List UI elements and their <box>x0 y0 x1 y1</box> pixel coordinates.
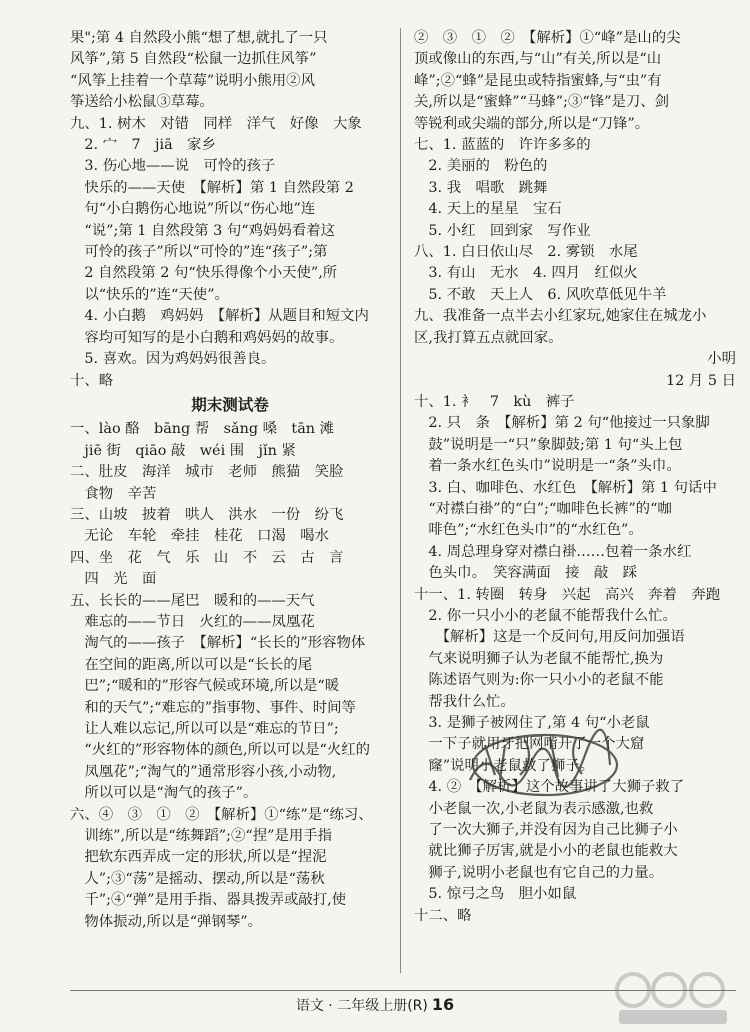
answer-line: 千”;④“弹”是用手指、器具拨弄或敲打,使 <box>70 892 347 909</box>
answer-line: 七、1. 蓝蓝的 许许多多的 <box>414 137 591 154</box>
left-answer-block-top <box>70 28 390 392</box>
answer-line: 2. 宀 7 jiā 家乡 <box>70 137 216 154</box>
footer-rule <box>70 990 736 991</box>
answer-line: 人”;③“荡”是摇动、摆动,所以是“荡秋 <box>70 870 325 887</box>
answer-line: 一下子就用牙把网啃开了一个大窟 <box>414 736 645 753</box>
answer-line: 色头巾。 笑容满面 接 敲 踩 <box>414 565 638 582</box>
answer-line: “对襟白褂”的“白”;“咖啡色长裤”的“咖 <box>414 500 672 517</box>
answer-line: 啡色”;“水红色头巾”的“水红色”。 <box>414 522 643 539</box>
answer-line: “说”;第 1 自然段第 3 句“鸡妈妈看着这 <box>70 222 335 239</box>
answer-line: 3. 伤心地——说 可怜的孩子 <box>70 158 276 175</box>
answer-line: 把软东西弄成一定的形状,所以是“捏泥 <box>70 849 327 866</box>
answer-line: 3. 是狮子被网住了,第 4 句“小老鼠 <box>414 715 650 731</box>
answer-line: 十、略 <box>70 372 114 389</box>
answer-line: 果";第 4 自然段小熊“想了想,就扎了一只 <box>70 30 328 46</box>
answer-line: 容均可知写的是小白鹅和鸡妈妈的故事。 <box>70 329 344 346</box>
answer-line: 九、我准备一点半去小红家玩,她家住在城龙小 <box>414 308 707 325</box>
answer-line: “风筝上挂着一个草莓”说明小熊用②风 <box>70 72 315 89</box>
answer-line: 陈述语气则为:你一只小小的老鼠不能 <box>414 672 664 689</box>
left-column <box>70 28 390 933</box>
answer-line: 2 自然段第 2 句“快乐得像个小天使”,所 <box>70 265 338 282</box>
answer-line: 让人难以忘记,所以可以是“难忘的节日”; <box>70 721 339 737</box>
answer-line: jiē 街 qiāo 敲 wéi 围 jǐn 紧 <box>70 442 296 459</box>
answer-line: 句“小白鹅伤心地说”所以“伤心地”连 <box>70 201 316 218</box>
answer-line: 四、坐 花 气 乐 山 不 云 古 言 <box>70 549 344 566</box>
answer-line: 峰”;②“蜂”是昆虫或特指蜜蜂,与“虫”有 <box>414 72 662 89</box>
answer-line: 十一、1. 转圈 转身 兴起 高兴 奔着 奔跑 <box>414 586 721 603</box>
answer-line: ② ③ ① ② 【解析】①“峰”是山的尖 <box>414 30 681 46</box>
page-number: 16 <box>431 995 455 1014</box>
answer-line: 就比狮子厉害,就是小小的老鼠也能救大 <box>414 843 678 860</box>
answer-line: 所以可以是“淘气的孩子”。 <box>70 785 258 802</box>
answer-line: 4. ② 【解析】这个故事讲了大狮子救了 <box>414 779 685 796</box>
answer-line: 难忘的——节日 火红的——凤凰花 <box>70 613 315 630</box>
answer-line: 2. 只 条 【解析】第 2 句“他接过一只象脚 <box>414 415 710 432</box>
column-divider <box>400 28 401 973</box>
answer-line: 六、④ ③ ① ② 【解析】①“练”是“练习、 <box>70 806 373 823</box>
answer-line: 窿”说明小老鼠救了狮子。 <box>414 757 595 774</box>
answer-line: 5. 惊弓之鸟 胆小如鼠 <box>414 886 577 903</box>
answer-line: 在空间的距离,所以可以是“长长的尾 <box>70 656 313 673</box>
page-footer <box>0 995 750 1015</box>
answer-line: 可怜的孩子”所以“可怜的”连“孩子”;第 <box>70 244 328 261</box>
answer-line: 5. 不敢 天上人 6. 风吹草低见牛羊 <box>414 286 667 303</box>
answer-line: 【解析】这是一个反问句,用反问加强语 <box>414 629 685 646</box>
answer-line: 3. 白、咖啡色、水红色 【解析】第 1 句话中 <box>414 479 717 496</box>
answer-line: 十、1. 衤 7 kù 裤子 <box>414 393 575 410</box>
letter-signature-date: 12 月 5 日 <box>666 372 736 389</box>
answer-line: 一、lào 酪 bāng 帮 sǎng 嗓 tān 滩 <box>70 421 335 438</box>
answer-line: 狮子,说明小老鼠也有它自己的力量。 <box>414 864 664 881</box>
answer-line: 4. 天上的星星 宝石 <box>414 201 562 218</box>
answer-line: 食物 辛苦 <box>70 485 157 502</box>
answer-line: 等锐利或尖端的部分,所以是“刀锋”。 <box>414 115 650 132</box>
answer-line: 五、长长的——尾巴 暖和的——天气 <box>70 592 315 609</box>
answer-line: 顶或像山的东西,与“山”有关,所以是“山 <box>414 51 662 68</box>
answer-line: 3. 我 唱歌 跳舞 <box>414 179 548 196</box>
answer-line: 和的天气”;“难忘的”指事物、事件、时间等 <box>70 699 356 716</box>
right-answer-block-top <box>414 28 736 349</box>
answer-line: 快乐的——天使 【解析】第 1 自然段第 2 <box>70 179 354 196</box>
answer-line: 八、1. 白日依山尽 2. 雾锁 水尾 <box>414 244 638 261</box>
letter-signature-name: 小明 <box>707 351 736 368</box>
final-exam-title: 期末测试卷 <box>191 395 269 414</box>
answer-line: 四 光 面 <box>70 571 157 588</box>
answer-line: 2. 美丽的 粉色的 <box>414 158 548 175</box>
answer-line: 筝送给小松鼠③草莓。 <box>70 94 214 111</box>
answer-line: 5. 小红 回到家 写作业 <box>414 222 591 239</box>
answer-line: 帮我什么忙。 <box>414 693 515 710</box>
answer-line: 三、山坡 披着 哄人 洪水 一份 纷飞 <box>70 506 344 523</box>
answer-line: 凤凰花”;“淘气的”通常形容小孩,小动物, <box>70 763 337 780</box>
answer-line: 淘气的——孩子 【解析】“长长的”形容物体 <box>70 635 366 652</box>
left-answer-block-bottom <box>70 419 390 933</box>
footer-label: 语文 · 二年级上册(R) <box>295 998 428 1014</box>
answer-line: 了一次大狮子,并没有因为自己比狮子小 <box>414 822 678 839</box>
answer-line: 着一条水红色头巾”说明是一“条”头巾。 <box>414 458 681 475</box>
answer-line: 5. 喜欢。因为鸡妈妈很善良。 <box>70 351 276 368</box>
answer-line: 以“快乐的”连“天使”。 <box>70 286 229 303</box>
answer-line: “火红的”形容物体的颜色,所以可以是“火红的 <box>70 742 371 759</box>
answer-line: 2. 你一只小小的老鼠不能帮我什么忙。 <box>414 607 677 624</box>
answer-line: 训练”,所以是“练舞蹈”;②“捏”是用手指 <box>70 828 333 845</box>
right-answer-block-bottom <box>414 392 736 927</box>
answer-line: 巴”;“暖和的”形容气候或环境,所以是“暖 <box>70 678 340 695</box>
answer-line: 区,我打算五点就回家。 <box>414 329 563 346</box>
answer-line: 3. 有山 无水 4. 四月 红似火 <box>414 265 638 282</box>
answer-line: 小老鼠一次,小老鼠为表示感激,也救 <box>414 800 654 817</box>
answer-line: 十二、略 <box>414 907 472 924</box>
answer-line: 4. 小白鹅 鸡妈妈 【解析】从题目和短文内 <box>70 308 369 325</box>
answer-line: 4. 周总理身穿对襟白褂……包着一条水红 <box>414 543 692 560</box>
right-column <box>414 28 736 927</box>
answer-line: 关,所以是“蜜蜂”“马蜂”;③“锋”是刀、剑 <box>414 94 670 111</box>
answer-line: 风筝”,第 5 自然段“松鼠一边抓住风筝” <box>70 51 317 68</box>
answer-line: 九、1. 树木 对错 同样 洋气 好像 大象 <box>70 115 362 132</box>
answer-line: 物体振动,所以是“弹钢琴”。 <box>70 913 262 930</box>
answer-line: 无论 车轮 牵挂 桂花 口渴 喝水 <box>70 528 330 545</box>
answer-line: 二、肚皮 海洋 城市 老师 熊猫 笑脸 <box>70 464 344 481</box>
answer-line: 鼓”说明是一“只”象脚鼓;第 1 句“头上包 <box>414 436 683 453</box>
answer-line: 气来说明狮子认为老鼠不能帮忙,换为 <box>414 650 664 667</box>
